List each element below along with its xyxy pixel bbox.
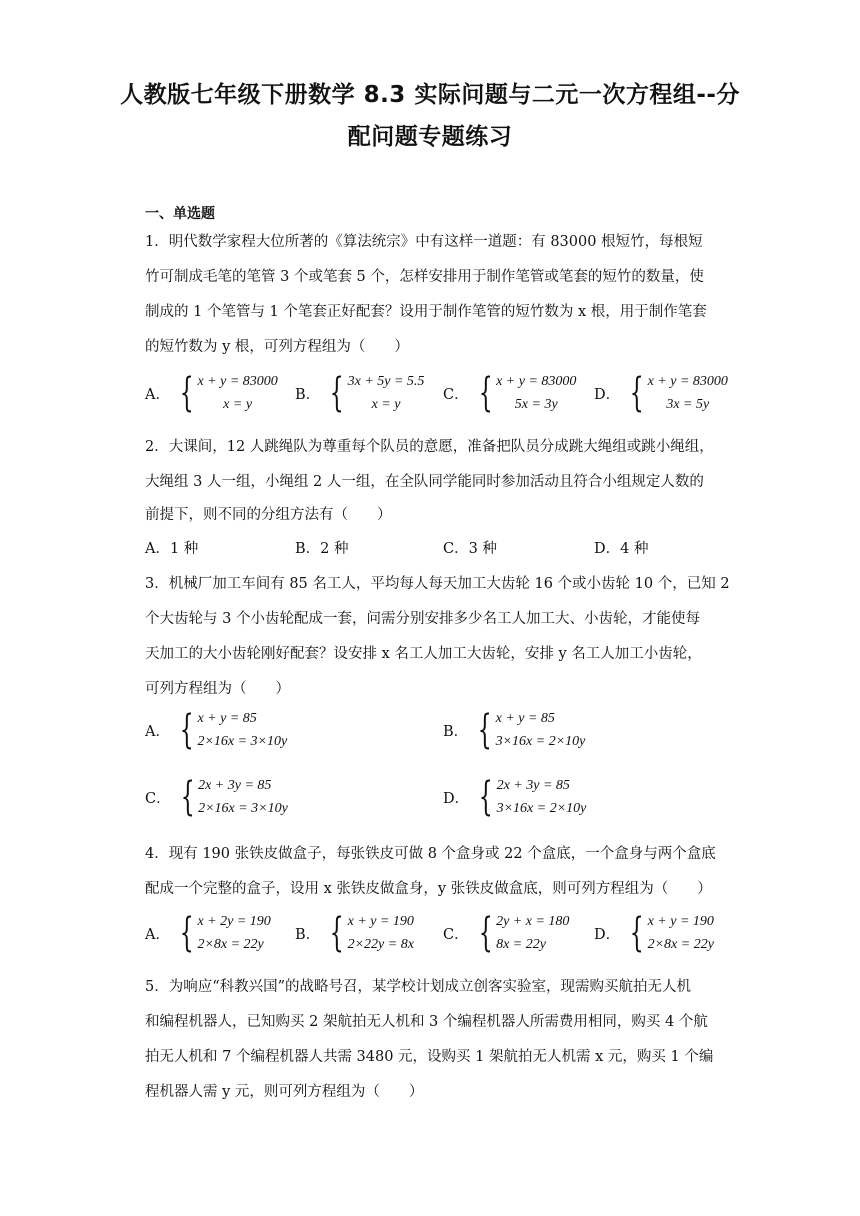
equation-system (473, 910, 570, 956)
equation: x + y = 190 (647, 914, 714, 929)
option-label: B． (295, 386, 321, 403)
section-heading: 一、单选题 (145, 206, 215, 222)
q3-options-row-2 (145, 772, 745, 822)
equation: x + 2y = 190 (197, 914, 271, 929)
option-label: A． (145, 926, 170, 943)
brace-icon: { (180, 774, 195, 820)
q3-option-b[interactable] (443, 705, 585, 755)
option-label: B． (295, 926, 321, 943)
option-label: C． (145, 790, 171, 807)
brace-icon: { (329, 370, 344, 416)
equation: x = y (371, 397, 401, 412)
q4-options (145, 908, 745, 958)
brace-icon: { (629, 370, 644, 416)
equation: x + y = 85 (197, 711, 257, 726)
equation-system (473, 370, 577, 416)
equation: 3x + 5y = 5.5 (347, 374, 425, 389)
q1-option-a[interactable] (145, 368, 278, 418)
equation-system (624, 370, 728, 416)
equation: 3×16x = 2×10y (496, 801, 587, 816)
q2-option-b[interactable]: B．2 种 (295, 541, 349, 557)
equation: 3×16x = 2×10y (495, 734, 586, 749)
q4-text-line: 配成一个完整的盒子，设用 x 张铁皮做盒身，y 张铁皮做盒底，则可列方程组为（ ） (145, 881, 712, 897)
brace-icon: { (478, 774, 493, 820)
equation: x + y = 83000 (647, 374, 728, 389)
q2-text-line: 大绳组 3 人一组，小绳组 2 人一组，在全队同学能同时参加活动且符合小组规定人数的 (145, 474, 704, 490)
q2-text-line: 前提下，则不同的分组方法有（ ） (145, 507, 392, 523)
equation: 2×22y = 8x (347, 937, 414, 952)
option-label: C． (443, 386, 469, 403)
equation: 2×8x = 22y (197, 937, 264, 952)
q2-option-d[interactable]: D．4 种 (594, 541, 649, 557)
equation-system (174, 370, 278, 416)
q2-text-line: 2．大课间，12 人跳绳队为尊重每个队员的意愿，准备把队员分成跳大绳组或跳小绳组， (145, 439, 714, 455)
q1-text-line: 的短竹数为 y 根，可列方程组为（ ） (145, 339, 409, 355)
brace-icon: { (179, 370, 194, 416)
equation: 5x = 3y (514, 397, 558, 412)
brace-icon: { (629, 910, 644, 956)
option-label: D． (594, 926, 621, 943)
equation: 2x + 3y = 85 (496, 778, 570, 793)
q1-text-line: 制成的 1 个笔管与 1 个笔套正好配套？设用于制作笔管的短竹数为 x 根，用于制作笔套 (145, 304, 707, 320)
q3-option-d[interactable] (443, 772, 586, 822)
q5-text-line: 程机器人需 y 元，则可列方程组为（ ） (145, 1084, 424, 1100)
q3-option-c[interactable] (145, 772, 288, 822)
equation-system (473, 774, 586, 820)
q1-option-c[interactable] (443, 368, 576, 418)
q3-text-line: 个大齿轮与 3 个小齿轮配成一套，问需分别安排多少名工人加工大、小齿轮，才能使每 (145, 611, 700, 627)
equation-system (174, 707, 287, 753)
q1-text-line: 竹可制成毛笔的笔管 3 个或笔套 5 个，怎样安排用于制作笔管或笔套的短竹的数量，使 (145, 269, 704, 285)
q5-text-line: 5．为响应“科教兴国”的战略号召，某学校计划成立创客实验室，现需购买航拍无人机 (145, 979, 692, 995)
equation: 2×16x = 3×10y (198, 801, 288, 816)
option-label: D． (594, 386, 621, 403)
equation: 2×8x = 22y (647, 937, 714, 952)
q4-option-b[interactable] (295, 908, 414, 958)
equation: 8x = 22y (496, 937, 546, 952)
equation: x + y = 190 (347, 914, 414, 929)
option-label: D． (443, 790, 470, 807)
page-title-line-2: 配问题专题练习 (347, 124, 513, 150)
equation: 2×16x = 3×10y (197, 734, 288, 749)
q4-option-a[interactable] (145, 908, 271, 958)
brace-icon: { (179, 707, 194, 753)
q1-option-d[interactable] (594, 368, 728, 418)
equation-system (324, 910, 414, 956)
q4-option-d[interactable] (594, 908, 714, 958)
equation: 2y + x = 180 (496, 914, 570, 929)
equation-system (324, 370, 424, 416)
q3-option-a[interactable] (145, 705, 287, 755)
equation: 2x + 3y = 85 (198, 778, 272, 793)
equation: x = y (223, 397, 253, 412)
brace-icon: { (478, 910, 493, 956)
q2-option-c[interactable]: C．3 种 (443, 541, 497, 557)
page-title-line-1: 人教版七年级下册数学 8.3 实际问题与二元一次方程组--分 (120, 82, 740, 108)
option-label: A． (145, 723, 170, 740)
option-label: C． (443, 926, 469, 943)
equation-system (472, 707, 585, 753)
q1-options (145, 368, 745, 418)
option-label: B． (443, 723, 469, 740)
q5-text-line: 和编程机器人，已知购买 2 架航拍无人机和 3 个编程机器人所需费用相同，购买 4 个航 (145, 1014, 708, 1030)
q4-option-c[interactable] (443, 908, 569, 958)
q1-option-b[interactable] (295, 368, 424, 418)
equation-system (624, 910, 714, 956)
option-label: A． (145, 386, 170, 403)
equation-system (175, 774, 288, 820)
equation: 3x = 5y (666, 397, 710, 412)
brace-icon: { (478, 370, 493, 416)
q3-options-row-1 (145, 705, 745, 755)
q3-text-line: 3．机械厂加工车间有 85 名工人，平均每人每天加工大齿轮 16 个或小齿轮 10 个，已知 2 (145, 576, 730, 592)
q5-text-line: 拍无人机和 7 个编程机器人共需 3480 元，设购买 1 架航拍无人机需 x 元，购买 1 个编 (145, 1049, 714, 1065)
equation: x + y = 83000 (496, 374, 577, 389)
brace-icon: { (179, 910, 194, 956)
q3-text-line: 天加工的大小齿轮刚好配套？设安排 x 名工人加工大齿轮，安排 y 名工人加工小齿轮， (145, 646, 702, 662)
equation: x + y = 83000 (197, 374, 278, 389)
q4-text-line: 4．现有 190 张铁皮做盒子，每张铁皮可做 8 个盒身或 22 个盒底，一个盒身与两个盒底 (145, 846, 716, 862)
brace-icon: { (329, 910, 344, 956)
q2-option-a[interactable]: A．1 种 (145, 541, 199, 557)
equation-system (174, 910, 271, 956)
equation: x + y = 85 (495, 711, 555, 726)
q1-text-line: 1．明代数学家程大位所著的《算法统宗》中有这样一道题：有 83000 根短竹，每根短 (145, 234, 703, 250)
brace-icon: { (477, 707, 492, 753)
q3-text-line: 可列方程组为（ ） (145, 681, 290, 697)
